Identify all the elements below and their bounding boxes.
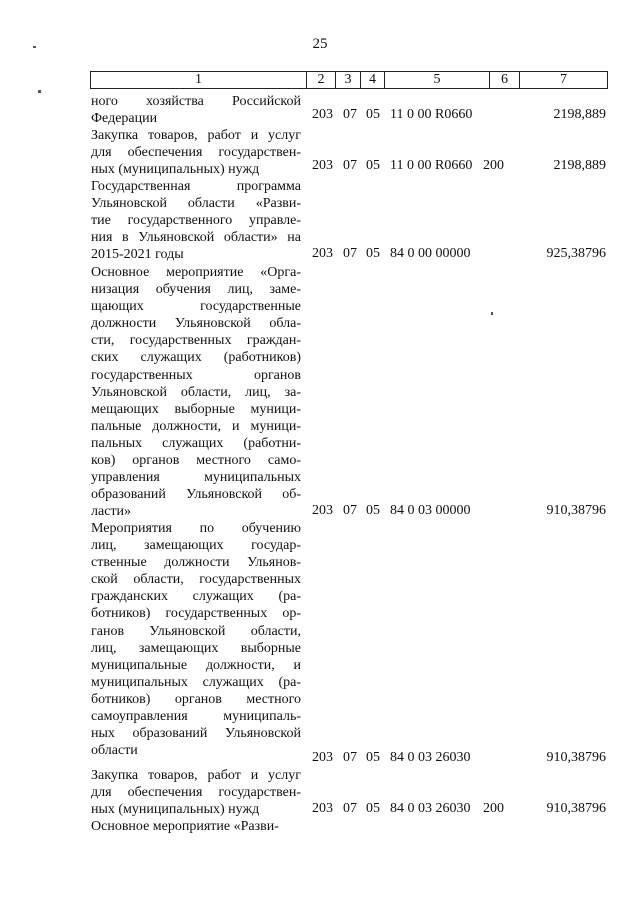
header-col-4: 4 [361, 72, 385, 88]
description-line: Ульяновской области, лиц, за- [91, 384, 301, 400]
cell-c2: 203 [312, 158, 333, 173]
description-line: области [91, 743, 138, 759]
cell-c5: 11 0 00 R0660 [390, 158, 473, 173]
description-line: Закупка товаров, работ и услуг [91, 768, 301, 783]
description-line: ственные должности Ульянов- [91, 555, 301, 571]
cell-c5: 11 0 00 R0660 [390, 107, 473, 122]
row-description [91, 178, 301, 263]
description-line: для обеспечения государствен- [91, 785, 301, 801]
description-line: ных (муниципальных) нужд [91, 162, 260, 178]
cell-c6: 200 [483, 158, 504, 173]
scan-mark [33, 46, 36, 48]
description-line: ласти» [91, 504, 132, 520]
cell-c4: 05 [366, 750, 380, 765]
cell-c5: 84 0 03 26030 [390, 750, 471, 765]
description-line: муниципальных служащих (ра- [91, 674, 301, 690]
description-line: ного хозяйства Российской [91, 94, 301, 109]
cell-c4: 05 [366, 107, 380, 122]
cell-c4: 05 [366, 801, 380, 816]
header-col-2: 2 [307, 72, 336, 88]
cell-c2: 203 [312, 801, 333, 816]
cell-c7: 910,38796 [546, 503, 606, 518]
description-line: лиц, замещающих государ- [91, 538, 301, 554]
description-line: 2015-2021 годы [91, 247, 184, 263]
description-line: Закупка товаров, работ и услуг [91, 128, 301, 143]
cell-c7: 910,38796 [546, 801, 606, 816]
description-line: ской области, государственных [91, 572, 301, 588]
cell-c5: 84 0 03 26030 [390, 801, 471, 816]
description-line: Ульяновской области «Разви- [91, 196, 301, 212]
description-line: гражданских служащих (ра- [91, 589, 301, 605]
description-line: Основное мероприятие «Орга- [91, 265, 301, 280]
description-line: низация обучения лиц, заме- [91, 282, 301, 298]
description-line: лиц, замещающих выборные [91, 640, 301, 656]
description-line: образований Ульяновской об- [91, 487, 301, 503]
description-line: Государственная программа [91, 179, 301, 194]
description-line: мещающих выборные муници- [91, 401, 301, 417]
description-line: государственных органов [91, 367, 301, 383]
cell-c7: 2198,889 [553, 158, 606, 173]
cell-c6: 200 [483, 801, 504, 816]
description-line: пальных служащих (работни- [91, 435, 301, 451]
cell-c4: 05 [366, 503, 380, 518]
cell-c5: 84 0 03 00000 [390, 503, 471, 518]
page-number: 25 [312, 36, 328, 52]
cell-c5: 84 0 00 00000 [390, 246, 471, 261]
cell-c3: 07 [343, 246, 357, 261]
header-col-3: 3 [336, 72, 361, 88]
description-line: ганов Ульяновской области, [91, 623, 301, 639]
description-line: тие государственного управле- [91, 213, 301, 229]
cell-c3: 07 [343, 801, 357, 816]
description-line: ных (муниципальных) нужд [91, 802, 260, 818]
description-line: сти, государственных граждан- [91, 333, 301, 349]
row-description [91, 127, 301, 178]
description-line: Федерации [91, 111, 158, 127]
description-line: ботников) органов местного [91, 691, 301, 707]
description-line: ботников) государственных ор- [91, 606, 301, 622]
cell-c2: 203 [312, 503, 333, 518]
scan-mark [491, 312, 493, 315]
description-line: управления муниципальных [91, 470, 301, 486]
description-line: ния в Ульяновской области» на [91, 230, 301, 246]
header-col-1: 1 [91, 72, 307, 88]
description-line: ных образований Ульяновской [91, 726, 301, 742]
row-description [91, 818, 301, 835]
scan-mark [38, 90, 41, 93]
cell-c4: 05 [366, 158, 380, 173]
cell-c7: 2198,889 [553, 107, 606, 122]
header-col-5: 5 [385, 72, 490, 88]
cell-c3: 07 [343, 107, 357, 122]
header-col-6: 6 [490, 72, 520, 88]
description-line: Основное мероприятие «Разви- [91, 819, 279, 834]
cell-c2: 203 [312, 107, 333, 122]
description-line: муниципальные должности, и [91, 657, 301, 673]
description-line: ков) органов местного само- [91, 453, 301, 469]
cell-c4: 05 [366, 246, 380, 261]
cell-c2: 203 [312, 246, 333, 261]
description-line: щающих государственные [91, 299, 301, 315]
cell-c3: 07 [343, 750, 357, 765]
description-line: для обеспечения государствен- [91, 145, 301, 161]
cell-c2: 203 [312, 750, 333, 765]
row-description [91, 767, 301, 818]
description-line: ских служащих (работников) [91, 350, 301, 366]
cell-c7: 925,38796 [546, 246, 606, 261]
description-line: Мероприятия по обучению [91, 521, 301, 536]
description-line: пальные должности, и муници- [91, 418, 301, 434]
cell-c3: 07 [343, 158, 357, 173]
cell-c3: 07 [343, 503, 357, 518]
row-description [91, 93, 301, 127]
description-line: самоуправления муниципаль- [91, 709, 301, 725]
table-header [90, 71, 608, 89]
row-description [91, 264, 301, 520]
row-description [91, 520, 301, 759]
cell-c7: 910,38796 [546, 750, 606, 765]
header-col-7: 7 [560, 72, 567, 87]
description-line: должности Ульяновской обла- [91, 316, 301, 332]
